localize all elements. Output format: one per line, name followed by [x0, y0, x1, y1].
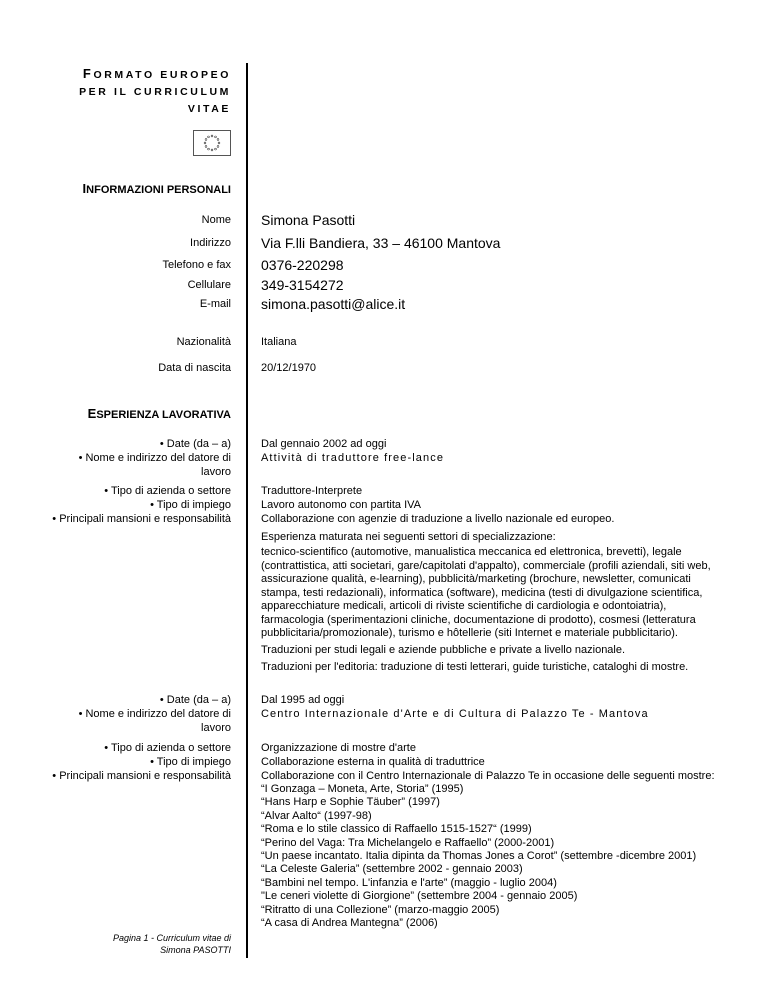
phone-value: 0376-220298 — [261, 257, 344, 273]
job1-duties-label: • Principali mansioni e responsabilità — [52, 513, 231, 525]
job2-duties: Collaborazione con il Centro Internazionale di Palazzo Te in occasione delle seguenti mostre: — [261, 770, 715, 782]
exhibitions-list — [261, 783, 696, 930]
job2-sector-label: • Tipo di azienda o settore — [104, 742, 231, 754]
list-item: "Le ceneri violette di Giorgione” (settembre 2004 - gennaio 2005) — [261, 890, 578, 903]
list-item: “Perino del Vaga: Tra Michelangelo e Raffaello” (2000-2001) — [261, 836, 555, 849]
list-item: “Bambini nel tempo. L'infanzia e l'arte” (maggio - luglio 2004) — [261, 876, 557, 889]
cv-title-line3: VITAE — [187, 103, 231, 115]
birth-label: Data di nascita — [158, 362, 231, 374]
job2-sector: Organizzazione di mostre d'arte — [261, 742, 416, 754]
name-value: Simona Pasotti — [261, 212, 356, 228]
job2-employer-label: • Nome e indirizzo del datore di lavoro — [78, 708, 231, 734]
address-label: Indirizzo — [190, 237, 231, 249]
title-initial: F — [82, 66, 94, 81]
job1-duties-4: Traduzioni per studi legali e aziende pubbliche e private a livello nazionale. — [261, 644, 626, 656]
job1-duties-2: Esperienza maturata nei seguenti settori di specializzazione: — [261, 531, 556, 543]
job2-duties-label: • Principali mansioni e responsabilità — [52, 770, 231, 782]
job2-dates: Dal 1995 ad oggi — [261, 694, 345, 706]
nationality-label: Nazionalità — [176, 336, 231, 348]
mobile-label: Cellulare — [187, 279, 231, 291]
list-item: “I Gonzaga – Moneta, Arte, Storia” (1995) — [261, 783, 464, 795]
job2-type-label: • Tipo di impiego — [150, 756, 231, 768]
list-item: “Ritratto di una Collezione” (marzo-maggio 2005) — [261, 903, 500, 916]
birth-value: 20/12/1970 — [261, 362, 317, 374]
job2-employer: Centro Internazionale d'Arte e di Cultura di Palazzo Te - Mantova — [261, 708, 649, 720]
mobile-value: 349-3154272 — [261, 277, 344, 293]
phone-label: Telefono e fax — [162, 259, 231, 271]
cv-title-line2: PER IL CURRICULUM — [79, 86, 231, 98]
list-item: “La Celeste Galeria” (settembre 2002 - gennaio 2003) — [261, 863, 523, 876]
email-label: E-mail — [199, 298, 231, 310]
list-item: “Roma e lo stile classico di Raffaello 1515-1527“ (1999) — [261, 823, 532, 836]
title-rest: ORMATO EUROPEO — [93, 69, 231, 81]
job2-dates-label: • Date (da – a) — [159, 694, 231, 706]
nationality-value: Italiana — [261, 336, 297, 348]
job1-duties-1: Collaborazione con agenzie di traduzione a livello nazionale ed europeo. — [261, 513, 615, 525]
column-divider — [246, 63, 248, 958]
job1-duties-5: Traduzioni per l'editoria: traduzione di testi letterari, guide turistiche, cataloghi di mostre. — [261, 661, 689, 673]
footer-line2: Simona PASOTTI — [160, 945, 231, 955]
job1-type-label: • Tipo di impiego — [150, 499, 231, 511]
job1-dates: Dal gennaio 2002 ad oggi — [261, 438, 387, 450]
section-work-experience: ESPERIENZA LAVORATIVA — [87, 406, 231, 421]
job1-sector-label: • Tipo di azienda o settore — [104, 485, 231, 497]
list-item: “A casa di Andrea Mantegna” (2006) — [261, 917, 438, 930]
job1-sector: Traduttore-Interprete — [261, 485, 363, 497]
address-value: Via F.lli Bandiera, 33 – 46100 Mantova — [261, 235, 501, 251]
eu-flag-icon — [193, 130, 231, 156]
list-item: “Hans Harp e Sophie Täuber” (1997) — [261, 796, 440, 809]
job1-dates-label: • Date (da – a) — [159, 438, 231, 450]
footer-line1: Pagina 1 - Curriculum vitae di — [112, 933, 231, 943]
email-value: simona.pasotti@alice.it — [261, 296, 406, 312]
list-item: “Alvar Aalto“ (1997-98) — [261, 809, 372, 822]
job2-type: Collaborazione esterna in qualità di traduttrice — [261, 756, 485, 768]
cv-title-line1 — [83, 66, 231, 83]
job1-duties-3: tecnico-scientifico (automotive, manualistica meccanica ed elettronica, brevetti), legale (contrattistica, atti societari, gare/capitolati d'appalto), commerciale (profili aziendali, siti web, assicurazione qualità, e-learning), pubblicità/marketing (brochure, newsletter, comunicati stampa, testi redazionali), informatica (software), medicina (testi di divulgazione scientifica, apparecchiature medicali, articoli di riviste scientifiche di cardiologia e odontoiatria), farmacologia (sperimentazioni cliniche, documentazione di prodotto), cosmesi (letteratura pubblicitaria/promozionale), turismo e hôtellerie (siti Internet e materiale pubblicitario). — [261, 546, 711, 639]
job1-employer: Attività di traduttore free-lance — [261, 452, 445, 464]
job1-employer-label: • Nome e indirizzo del datore di lavoro — [78, 452, 231, 478]
list-item: “Un paese incantato. Italia dipinta da Thomas Jones a Corot” (settembre -dicembre 2001) — [261, 850, 697, 863]
section-personal-info: INFORMAZIONI PERSONALI — [82, 181, 231, 196]
page-footer — [113, 932, 231, 956]
name-label: Nome — [201, 214, 231, 226]
job1-type: Lavoro autonomo con partita IVA — [261, 499, 422, 511]
